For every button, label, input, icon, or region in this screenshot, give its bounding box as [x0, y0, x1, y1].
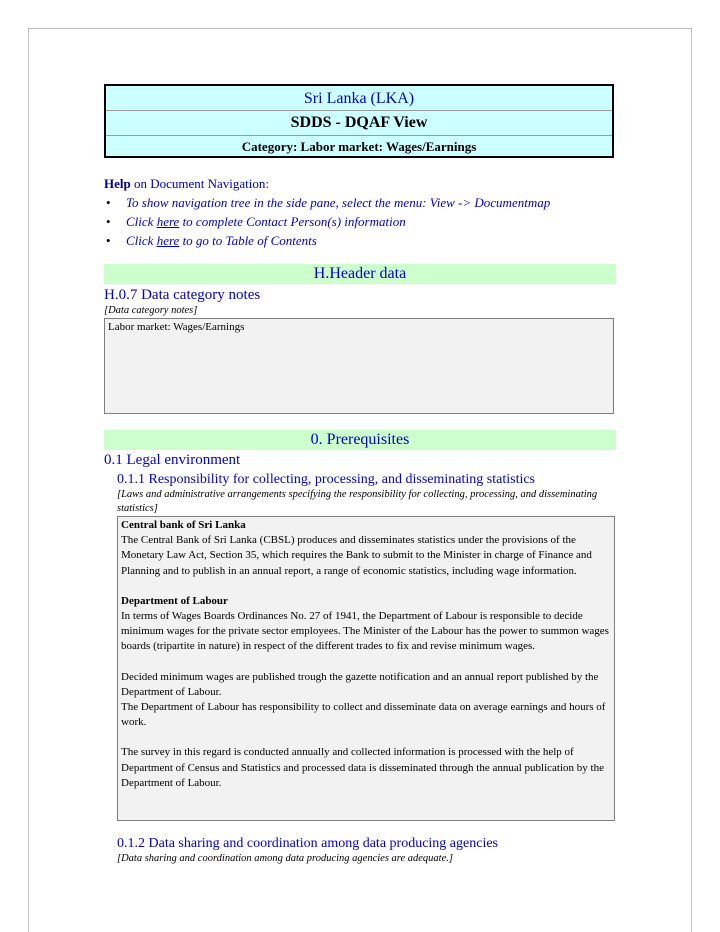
- country-title: Sri Lanka (LKA): [106, 86, 612, 111]
- earnings-paragraph: The Department of Labour has responsibility to collect and disseminate data on average earnings and hours of work.: [121, 701, 606, 729]
- dol-heading: Department of Labour: [121, 594, 228, 607]
- cbsl-heading: Central bank of Sri Lanka: [121, 519, 246, 531]
- category-title: Category: Labor market: Wages/Earnings: [241, 139, 477, 154]
- data-sharing-note: [Data sharing and coordination among data producing agencies are adequate.]: [117, 853, 453, 864]
- minimum-wages-paragraph: Decided minimum wages are published trough the gazette notification and an annual report published by the Department of Labour.: [121, 670, 599, 698]
- help-item-text: Click: [126, 233, 157, 248]
- help-label: Help: [104, 176, 131, 191]
- help-item-text: to complete Contact Person(s) information: [179, 214, 406, 229]
- contact-here-link[interactable]: here: [156, 214, 180, 229]
- help-item-text: To show navigation tree in the side pane, select the menu: View -> Documentmap: [126, 195, 551, 210]
- help-section: [104, 174, 616, 250]
- responsibility-title: 0.1.1 Responsibility for collecting, processing, and disseminating statistics: [117, 472, 536, 487]
- dol-paragraph: In terms of Wages Boards Ordinances No. 27 of 1941, the Department of Labour is responsible to decide minimum wages for the private sector employees. The Minister of the Labour has the power to summon wages boards (tripartite in nature) in respect of the different trades to fix and revise minimum wages.: [121, 610, 609, 653]
- responsibility-note: [Laws and administrative arrangements specifying the responsibility for collecting, processing, and disseminating statistics]: [117, 489, 598, 514]
- help-item-text: Click: [126, 214, 157, 229]
- section-header-data: H.Header data: [104, 264, 616, 284]
- cbsl-paragraph: The Central Bank of Sri Lanka (CBSL) produces and disseminates statistics under the provisions of the Monetary Law Act, Section 35, which requires the Bank to submit to the Minister in charge of Finance and Planning and to publish in an annual report, a range of economic statistics, including wage information.: [121, 534, 592, 577]
- title-box: [104, 84, 614, 158]
- toc-here-link[interactable]: here: [156, 233, 180, 248]
- data-category-notes-text: Labor market: Wages/Earnings: [108, 321, 245, 333]
- view-title: SDDS - DQAF View: [106, 111, 612, 136]
- help-item-toc: [104, 231, 616, 250]
- legal-environment-title: 0.1 Legal environment: [104, 452, 241, 468]
- bullet-icon: •: [106, 214, 111, 229]
- help-item-text: to go to Table of Contents: [179, 233, 317, 248]
- section-prerequisites: 0. Prerequisites: [104, 430, 616, 450]
- help-item-navigation: [104, 193, 616, 212]
- bullet-icon: •: [106, 233, 111, 248]
- help-title-text: on Document Navigation:: [133, 176, 270, 191]
- data-category-notes-note: [Data category notes]: [104, 305, 198, 316]
- item-0-1-1: [104, 471, 616, 866]
- help-item-contact: [104, 212, 616, 231]
- data-category-notes-box[interactable]: [104, 318, 614, 414]
- document-content: [104, 84, 616, 866]
- survey-paragraph: The survey in this regard is conducted annually and collected information is processed with the help of Department of Census and Statistics and processed data is disseminated through the annual publication by the Department of Labour.: [121, 746, 604, 789]
- help-title: [104, 174, 616, 193]
- help-list: [104, 193, 616, 250]
- bullet-icon: •: [106, 195, 111, 210]
- data-category-notes-title: H.0.7 Data category notes: [104, 287, 261, 303]
- responsibility-box[interactable]: [117, 516, 615, 821]
- data-sharing-title: 0.1.2 Data sharing and coordination among data producing agencies: [117, 836, 498, 851]
